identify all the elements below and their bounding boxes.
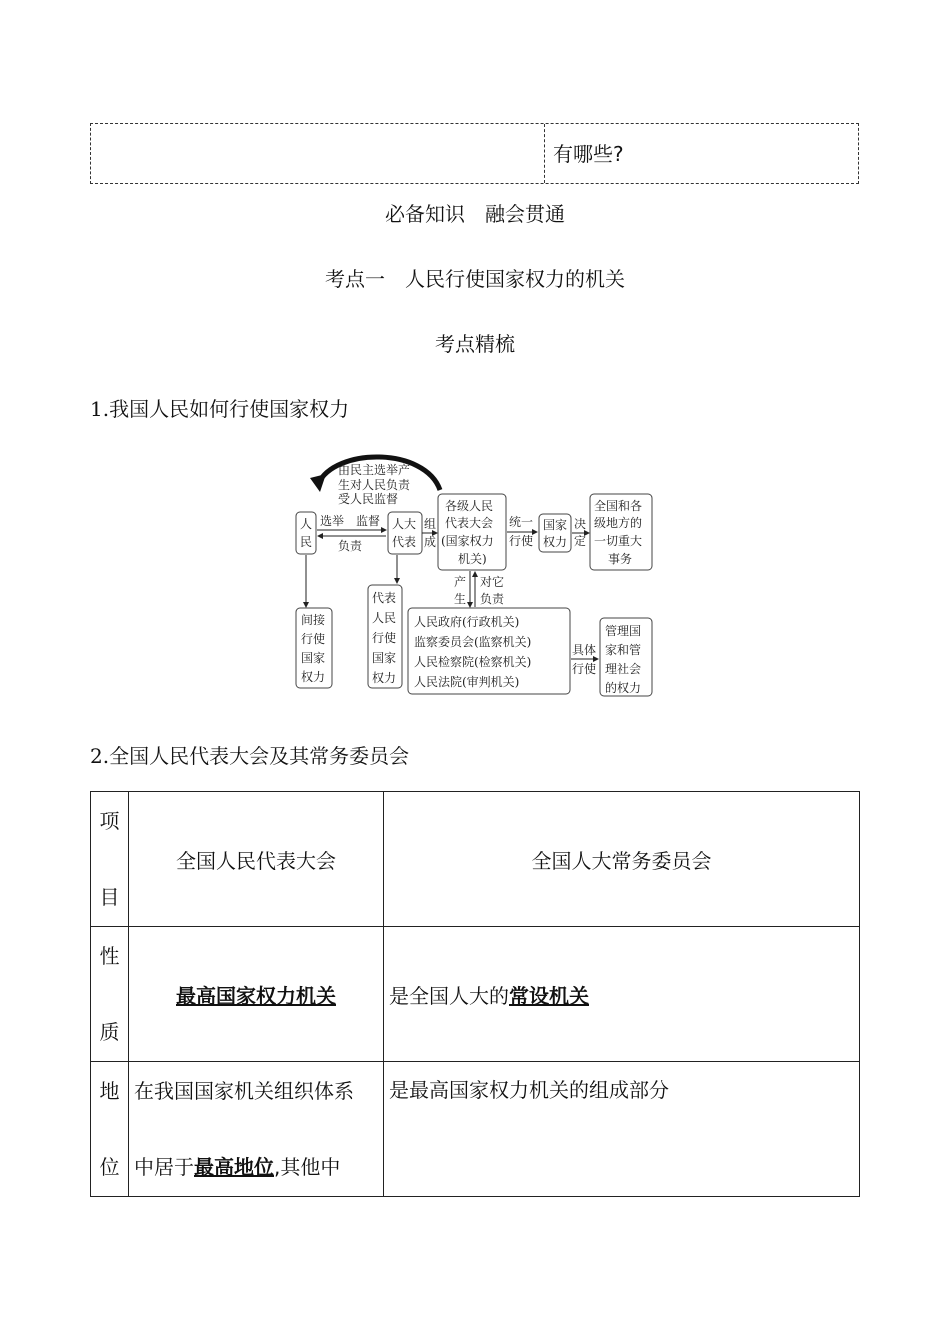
item-char: 目 [99,885,120,909]
power-diagram [290,452,670,702]
item-char: 项 [99,809,120,833]
congress-line-2: 代表大会 [445,516,494,530]
main-heading: 必备知识 融会贯通 [385,202,565,226]
deputies-1: 代表 [372,591,397,605]
responsible-label: 负责 [338,539,363,553]
state-power-1: 国家 [543,518,568,532]
manage-4: 的权力 [605,681,642,695]
decide-1: 决 [574,517,587,531]
arc-note-line-3: 受人民监督 [338,492,399,506]
affairs-3: 一切重大 [594,534,643,548]
compose-1: 组 [424,517,437,531]
deputies-small-2: 代表 [392,535,417,549]
people-label-2: 民 [300,535,313,549]
top-dashed-table [90,123,859,184]
compose-2: 成 [424,535,437,549]
indirect-2: 行使 [301,632,326,646]
section-number: 1. [90,397,110,421]
affairs-2: 级地方的 [594,516,643,530]
standing-committee-header: 全国人大常务委员会 [384,792,860,927]
indirect-1: 间接 [301,613,326,627]
status-label [91,1062,129,1197]
npc-status [129,1062,384,1197]
npc-nature-bold: 最高国家权力机关 [176,983,336,1008]
section-title-text: 全国人民代表大会及其常务委员会 [109,744,410,768]
produce-2: 生 [454,592,467,606]
decide-2: 定 [574,534,587,548]
unify-2: 行使 [509,534,534,548]
item-char: 性 [99,944,120,968]
deputies-2: 人民 [372,611,397,625]
npc-status-line-1: 在我国国家机关组织体系 [134,1079,354,1103]
section-2-title [90,740,409,769]
specific-2: 行使 [572,662,597,676]
npc-status-post: ,其他中 [274,1155,341,1179]
section-number: 2. [90,744,110,768]
npc-status-line-2 [134,1148,383,1186]
congress-line-3: (国家权力 [441,534,494,548]
npc-header: 全国人民代表大会 [129,792,384,927]
supervise-label: 监督 [356,514,381,528]
topic-heading: 考点一 人民行使国家权力的机关 [325,267,625,291]
indirect-3: 国家 [301,651,326,665]
affairs-1: 全国和各 [594,499,643,513]
arc-note-line-2: 生对人民负责 [338,478,411,492]
manage-1: 管理国 [605,624,642,638]
unify-1: 统一 [509,515,534,529]
npc-status-pre: 中居于 [134,1155,194,1179]
committee-status: 是最高国家权力机关的组成部分 [384,1062,860,1197]
indirect-4: 权力 [301,670,326,684]
organ-4: 人民法院(审判机关) [414,675,520,689]
nature-label [91,927,129,1062]
arc-note-line-1: 由民主选举产 [338,463,411,477]
table-row [91,927,860,1062]
manage-2: 家和管 [605,643,642,657]
state-power-2: 权力 [543,535,568,549]
item-char: 地 [99,1079,120,1103]
deputies-3: 行使 [372,631,397,645]
responsible-to-2: 负责 [480,592,505,606]
feedback-arc-head [310,474,326,492]
sub-heading: 考点精梳 [435,332,515,356]
table-header-row [91,792,860,927]
section-title-text: 我国人民如何行使国家权力 [109,397,350,421]
committee-nature [384,927,860,1062]
section-1-title [90,393,349,422]
deputies-small-1: 人大 [392,517,417,531]
organ-1: 人民政府(行政机关) [414,615,520,629]
people-label-1: 人 [300,517,313,531]
comparison-table [90,791,860,1197]
dashed-divider [544,124,545,183]
congress-line-4: 机关) [458,552,487,566]
npc-status-bold: 最高地位 [194,1155,274,1179]
manage-3: 理社会 [605,662,642,676]
npc-nature [129,927,384,1062]
specific-1: 具体 [572,643,597,657]
committee-nature-text: 是全国人大的 [389,983,509,1008]
question-text: 有哪些? [553,142,624,166]
committee-nature-bold: 常设机关 [509,983,589,1008]
congress-line-1: 各级人民 [445,499,494,513]
responsible-to-1: 对它 [480,575,505,589]
organ-3: 人民检察院(检察机关) [414,655,532,669]
item-char: 质 [99,1020,120,1044]
deputies-4: 国家 [372,651,397,665]
affairs-4: 事务 [608,552,633,566]
elect-label: 选举 [320,514,345,528]
item-char: 位 [99,1155,120,1179]
produce-1: 产 [454,575,467,589]
item-header [91,792,129,927]
organ-2: 监察委员会(监察机关) [414,635,532,649]
table-row [91,1062,860,1197]
deputies-5: 权力 [372,671,397,685]
